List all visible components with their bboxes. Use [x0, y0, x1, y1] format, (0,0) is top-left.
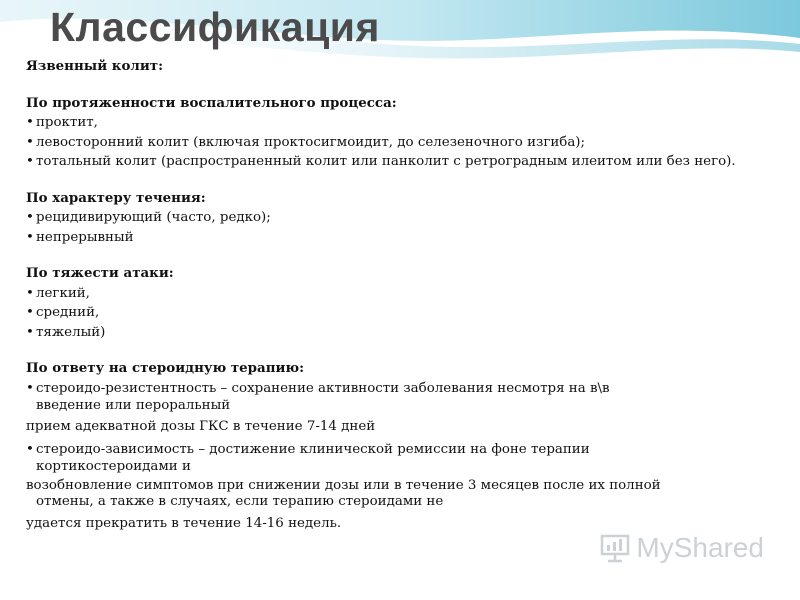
list-item: • непрерывный [26, 229, 134, 245]
paragraph-line: возобновление симптомов при снижении дозы или в течение 3 месяцев после их полной [26, 478, 661, 493]
section-heading-steroid: По ответу на стероидную терапию: [26, 360, 305, 376]
list-item: • проктит, [26, 115, 98, 130]
list-item: • тяжелый) [26, 324, 106, 340]
list-item: • рецидивирующий (часто, редко); [26, 210, 271, 225]
paragraph-line: прием адекватной дозы ГКС в течение 7-14 дней [26, 419, 376, 434]
list-item-continuation: кортикостероидами и [36, 459, 191, 474]
watermark-text: MyShared [636, 532, 764, 563]
list-item-continuation: введение или пероральный [36, 398, 231, 413]
section-heading-extent: По протяженности воспалительного процесса: [26, 94, 397, 111]
page-title: Классификация [50, 4, 380, 50]
section-heading-severity: По тяжести атаки: [26, 265, 174, 281]
watermark [600, 532, 764, 564]
list-item: • средний, [26, 305, 100, 320]
list-item: • легкий, [26, 285, 90, 301]
document-body [26, 57, 776, 534]
list-item: • стероидо-резистентность – сохранение активности заболевания несмотря на в\в [26, 380, 610, 396]
list-item: • левосторонний колит (включая проктосигмоидит, до селезеночного изгиба); [26, 134, 586, 150]
section-heading-course: По характеру течения: [26, 189, 206, 206]
presentation-icon [600, 533, 630, 563]
list-item: • тотальный колит (распространенный колит или панколит с ретроградным илеитом или без него). [26, 154, 736, 169]
subtitle: Язвенный колит: [26, 58, 164, 74]
paragraph-line: отмены, а также в случаях, если терапию стероидами не [36, 494, 444, 509]
paragraph-line: удается прекратить в течение 14-16 недель. [26, 516, 342, 531]
list-item: • стероидо-зависимость – достижение клинической ремиссии на фоне терапии [26, 441, 590, 457]
